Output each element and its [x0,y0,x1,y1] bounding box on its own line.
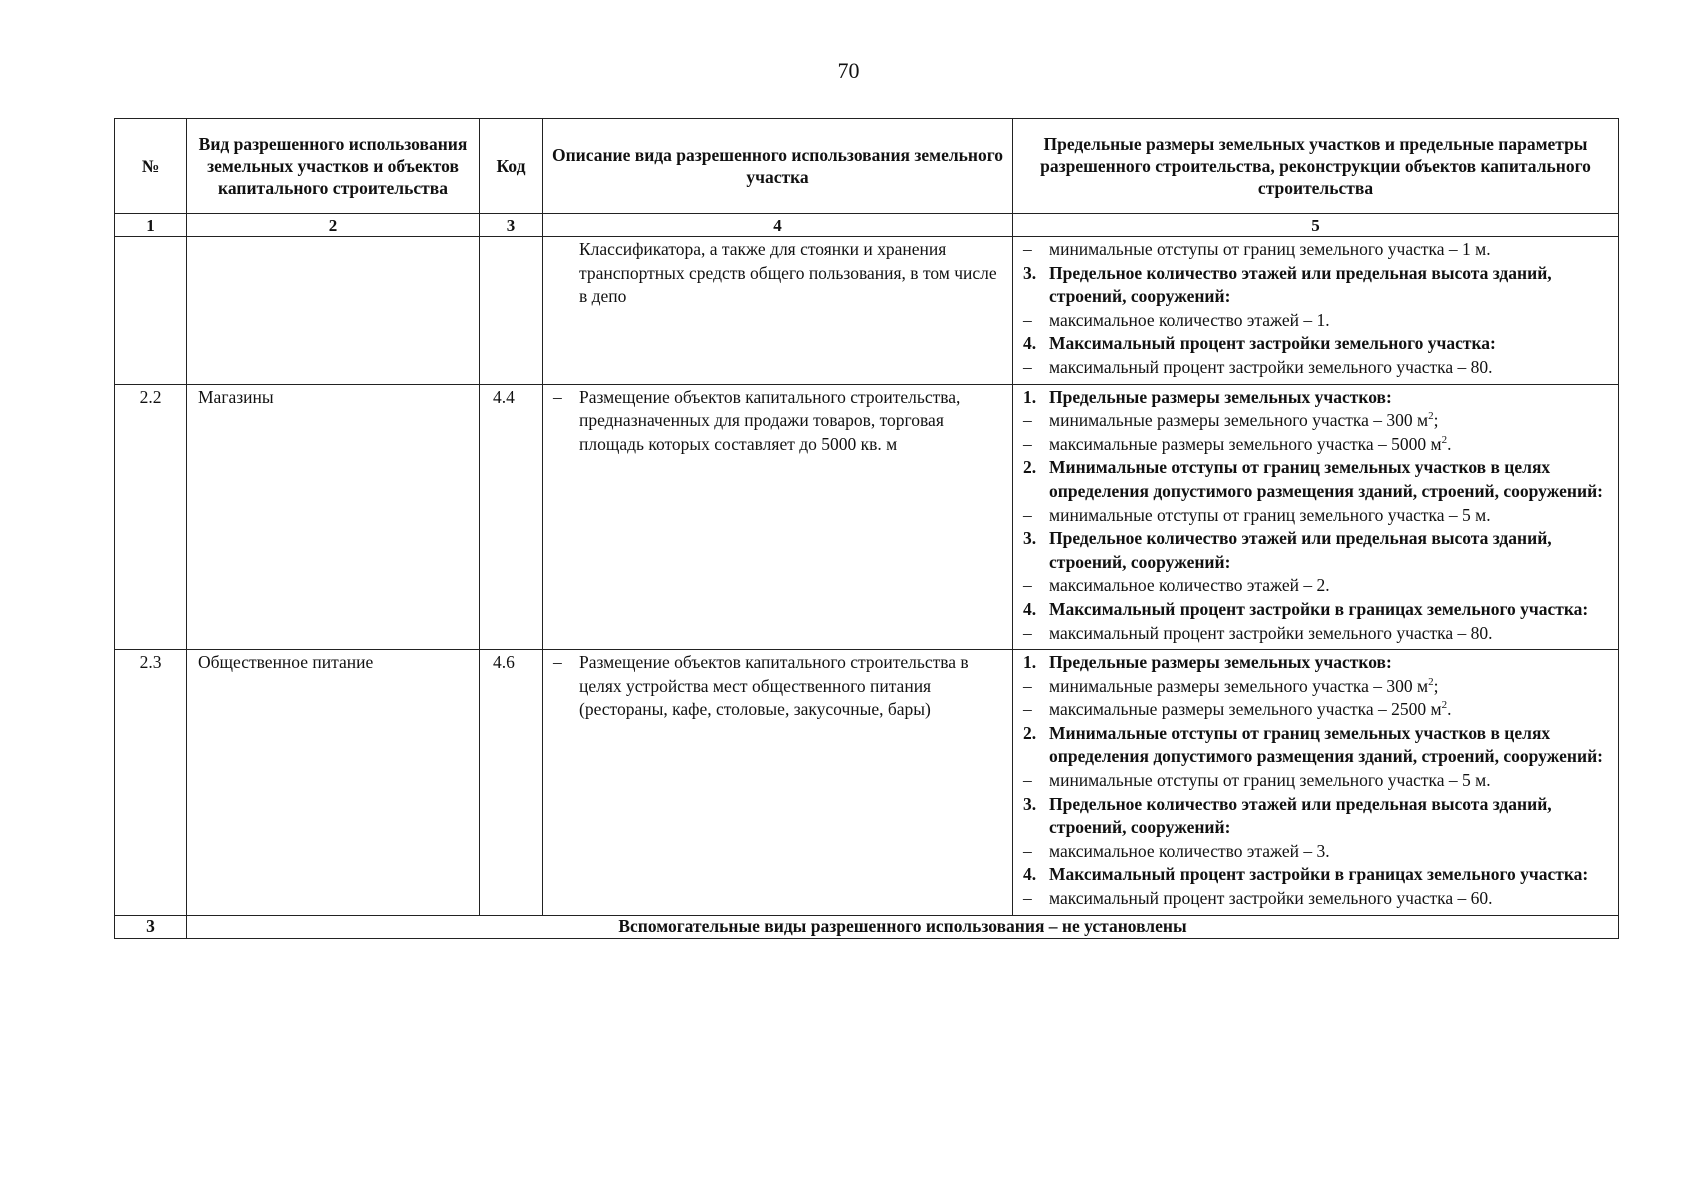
parameter-text: максимальный процент застройки земельного участка – 80. [1049,356,1493,377]
parameter-item [1021,840,1612,864]
parameter-text: максимальное количество этажей – 2. [1049,575,1330,596]
parameter-text-wrap [1049,863,1612,887]
parameter-text-wrap [1049,622,1612,646]
description-cell [543,384,1013,650]
column-number: 1 [115,214,187,237]
parameter-heading [1021,456,1612,503]
parameter-text-wrap [1049,574,1612,598]
parameter-marker: – [1023,433,1032,454]
column-number: 3 [480,214,543,237]
footer-number: 3 [115,915,187,938]
description-text: Размещение объектов капитального строительства, предназначенных для продажи товаров, торговая площадь которых составляет до 5000 кв. м [579,386,961,454]
use-code: 4.4 [480,384,543,650]
parameter-text-wrap [1049,887,1612,911]
parameter-text: Максимальный процент застройки в границах земельного участка: [1049,598,1589,619]
parameter-text-wrap [1049,598,1612,622]
row-number: 2.2 [115,384,187,650]
column-number-row [115,214,1619,237]
parameter-heading [1021,262,1612,309]
parameter-marker: 3. [1023,793,1037,814]
parameter-marker: 3. [1023,262,1037,283]
description-text: Классификатора, а также для стоянки и хранения транспортных средств общего пользования, в том числе в депо [579,239,997,307]
description-item [551,386,1002,457]
footer-text: Вспомогательные виды разрешенного использования – не установлены [187,915,1619,938]
parameter-text: минимальные размеры земельного участка – 300 м [1049,675,1429,696]
header-number: № [115,119,187,214]
parameter-text-wrap [1049,409,1612,433]
parameter-punctuation: . [1447,433,1452,454]
parameter-marker: – [1023,575,1032,596]
parameter-marker: 2. [1023,722,1037,743]
parameter-text-wrap [1049,793,1612,840]
parameter-text: максимальное количество этажей – 3. [1049,840,1330,861]
description-dash: – [553,386,562,407]
parameter-text: Предельные размеры земельных участков: [1049,652,1392,673]
column-number: 4 [543,214,1013,237]
parameter-text: минимальные размеры земельного участка – 300 м [1049,410,1429,431]
row-number: 2.3 [115,650,187,916]
parameter-text: Минимальные отступы от границ земельных участков в целях определения допустимого размещения зданий, строений, сооружений: [1049,457,1603,501]
parameter-marker: – [1023,699,1032,720]
parameter-text-wrap [1049,840,1612,864]
parameter-text-wrap [1049,769,1612,793]
header-code: Код [480,119,543,214]
parameter-text: максимальные размеры земельного участка – 2500 м [1049,699,1442,720]
use-code: 4.6 [480,650,543,916]
superscript: 2 [1428,675,1434,688]
parameter-text: Предельное количество этажей или предельная высота зданий, строений, сооружений: [1049,528,1552,572]
parameter-item [1021,238,1612,262]
table-row [115,237,1619,385]
parameter-item [1021,698,1612,722]
description-item [551,238,1002,309]
parameter-marker: – [1023,239,1032,259]
description-dash: – [553,652,562,673]
superscript: 2 [1441,433,1448,446]
parameter-item [1021,409,1612,433]
parameters-cell [1013,237,1619,385]
parameter-text-wrap [1049,504,1612,528]
parameter-text: максимальные размеры земельного участка – 5000 м [1049,433,1442,454]
footer-row [115,915,1619,938]
parameter-item [1021,309,1612,333]
parameter-marker: 3. [1023,528,1037,549]
parameter-marker: 4. [1023,864,1037,885]
parameters-cell [1013,650,1619,916]
parameter-marker: 4. [1023,598,1037,619]
parameter-text: Предельные размеры земельных участков: [1049,386,1392,407]
parameter-heading [1021,332,1612,356]
column-number: 5 [1013,214,1619,237]
parameter-text: минимальные отступы от границ земельного участка – 1 м. [1049,239,1491,259]
description-dash [551,238,579,309]
parameter-text-wrap [1049,386,1612,410]
parameter-text: максимальный процент застройки земельного участка – 60. [1049,888,1493,909]
parameter-item [1021,675,1612,699]
parameter-marker: 1. [1023,386,1037,407]
parameter-text-wrap [1049,651,1612,675]
parameter-text: минимальные отступы от границ земельного участка – 5 м. [1049,770,1491,791]
parameter-marker: 2. [1023,457,1037,478]
parameter-text-wrap [1049,262,1612,309]
parameter-text-wrap [1049,332,1612,356]
parameter-heading [1021,722,1612,769]
superscript: 2 [1441,699,1448,712]
parameter-marker: – [1023,410,1032,431]
parameter-item [1021,887,1612,911]
parameter-item [1021,504,1612,528]
header-row [115,119,1619,214]
parameter-text: максимальный процент застройки земельного участка – 80. [1049,622,1493,643]
parameter-text: максимальное количество этажей – 1. [1049,309,1330,330]
parameter-punctuation: ; [1433,675,1439,696]
parameter-text: минимальные отступы от границ земельного участка – 5 м. [1049,504,1491,525]
parameter-text-wrap [1049,527,1612,574]
parameter-text-wrap [1049,238,1612,262]
parameter-text-wrap [1049,433,1612,457]
parameter-punctuation: . [1447,699,1452,720]
header-description: Описание вида разрешенного использования земельного участка [543,119,1013,214]
parameter-marker: – [1023,675,1032,696]
parameter-marker: – [1023,622,1032,643]
parameter-text-wrap [1049,722,1612,769]
parameter-item [1021,769,1612,793]
parameter-marker: 1. [1023,652,1037,673]
parameter-marker: – [1023,840,1032,861]
parameter-heading [1021,651,1612,675]
parameter-text: Предельное количество этажей или предельная высота зданий, строений, сооружений: [1049,793,1552,838]
parameter-text: Максимальный процент застройки земельного участка: [1049,333,1496,354]
parameter-heading [1021,598,1612,622]
use-type-name: Магазины [187,384,480,650]
table-body [115,237,1619,916]
parameter-marker: – [1023,888,1032,909]
parameter-marker: – [1023,770,1032,791]
page-number: 70 [837,58,860,83]
description-text: Размещение объектов капитального строительства в целях устройства мест общественного питания (рестораны, кафе, столовые, закусочные, бары) [579,652,969,720]
parameter-item [1021,622,1612,646]
table-row [115,650,1619,916]
parameter-text-wrap [1049,309,1612,333]
header-parameters: Предельные размеры земельных участков и предельные параметры разрешенного строительства, реконструкции объектов капитального строительства [1013,119,1619,214]
parameter-punctuation: ; [1433,410,1439,431]
description-item [551,651,1002,722]
zoning-table [114,118,1619,939]
use-type-name: Общественное питание [187,650,480,916]
parameter-heading [1021,386,1612,410]
parameter-text: Максимальный процент застройки в границах земельного участка: [1049,864,1589,885]
parameter-marker: – [1023,309,1032,330]
header-use-type: Вид разрешенного использования земельных участков и объектов капитального строительства [187,119,480,214]
parameter-text: Предельное количество этажей или предельная высота зданий, строений, сооружений: [1049,262,1552,307]
parameter-marker: 4. [1023,333,1037,354]
table-row [115,384,1619,650]
parameters-cell [1013,384,1619,650]
parameter-heading [1021,527,1612,574]
parameter-text-wrap [1049,456,1612,503]
parameter-text-wrap [1049,356,1612,380]
parameter-item [1021,433,1612,457]
use-type-name [187,237,480,385]
parameter-text: Минимальные отступы от границ земельных участков в целях определения допустимого размещения зданий, строений, сооружений: [1049,722,1603,767]
parameter-marker: – [1023,356,1032,377]
description-cell [543,650,1013,916]
superscript: 2 [1428,410,1434,423]
column-number: 2 [187,214,480,237]
parameter-text-wrap [1049,698,1612,722]
description-cell [543,237,1013,385]
parameter-heading [1021,793,1612,840]
parameter-marker: – [1023,504,1032,525]
parameter-text-wrap [1049,675,1612,699]
row-number [115,237,187,385]
use-code [480,237,543,385]
parameter-item [1021,574,1612,598]
parameter-item [1021,356,1612,380]
parameter-heading [1021,863,1612,887]
